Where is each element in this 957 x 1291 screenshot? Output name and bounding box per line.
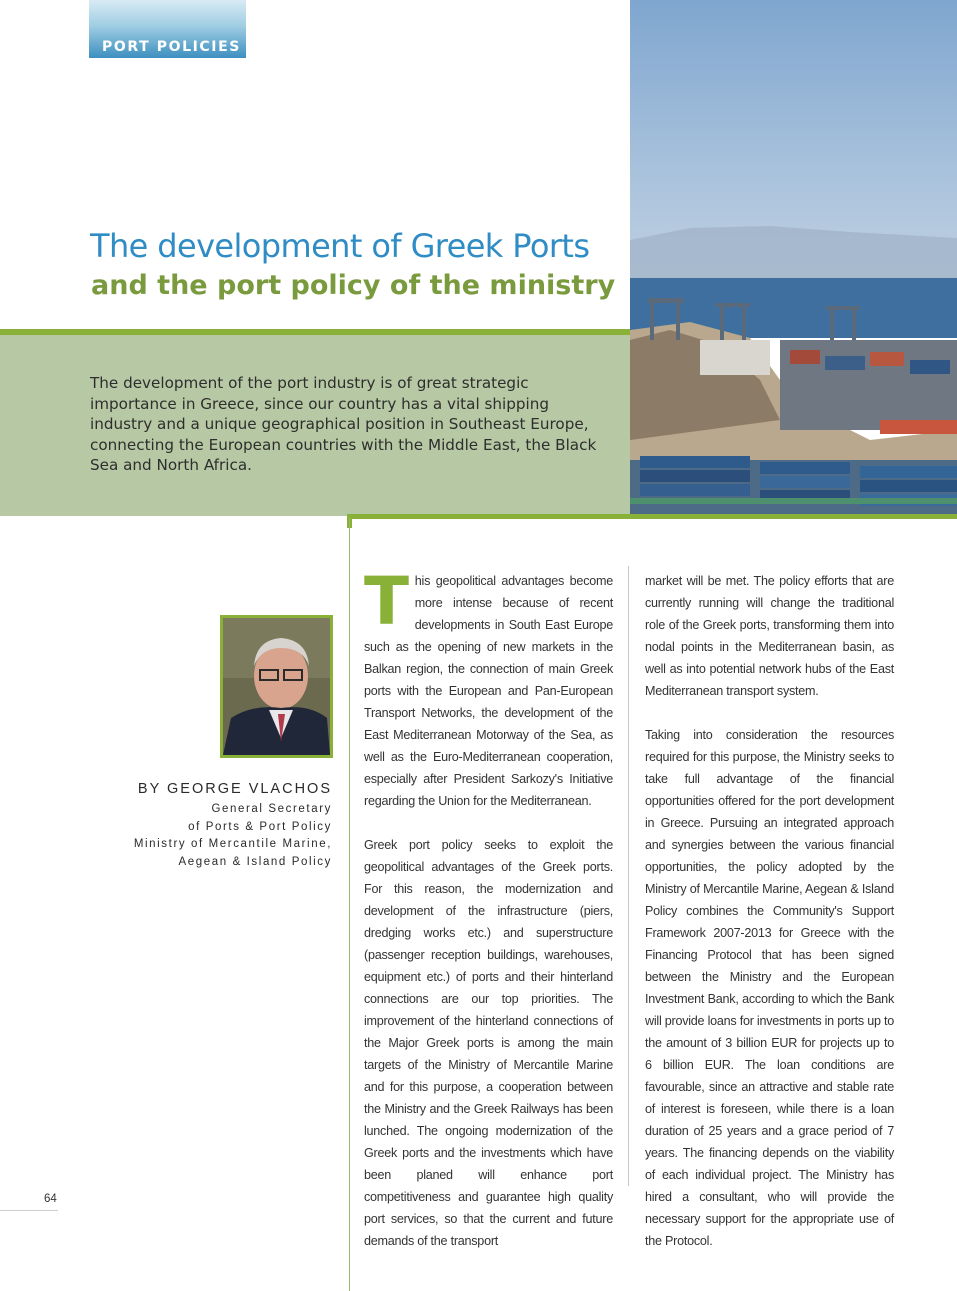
author-role-line-3: Ministry of Mercantile Marine, <box>133 838 332 850</box>
author-name: BY GEORGE VLACHOS <box>137 781 332 797</box>
body-column-2 <box>645 570 894 1274</box>
page-number: 64 <box>44 1193 57 1205</box>
body-paragraph-text: his geopolitical advantages become more intense because of recent developments in South East Europe such as the opening of new markets in the Balkan region, the connection of main Greek ports with the European and Pan-European Transport Networks, the development of the East Mediterranean Motorway of the Sea, as well as the Euro-Mediterranean cooperation, especially after President Sarkozy's Initiative regarding the Union for the Mediterranean. <box>364 574 613 808</box>
author-role-line-1: General Secretary <box>211 803 332 815</box>
title-line-1: The development of Greek Ports <box>90 227 590 265</box>
section-tag-label: PORT POLICIES <box>102 39 241 55</box>
body-paragraph <box>364 563 613 812</box>
body-paragraph: Taking into consideration the resources required for this purpose, the Ministry seeks to take full advantage of the financial opportunities offered for the port development in Greece. Pursuing an integrated approach and synergies between the various financial opportunities, the policy adopted by the Ministry of Mercantile Marine, Aegean & Island Policy combines the Community's Support Framework 2007-2013 for Greece with the Financing Protocol that has been signed between the Ministry and the European Investment Bank, according to which the Bank will provide loans for investments in ports up to the amount of 3 billion EUR for projects up to 6 billion EUR. The loan conditions are favourable, since an attractive and stable rate of interest is foreseen, while there is a loan duration of 25 years and a grace period of 7 years. The financing depends on the viability of each individual project. The Ministry has hired a consultant, who will provide the necessary support for the appropriate use of the Protocol. <box>645 728 894 1248</box>
section-tag <box>89 0 246 58</box>
body-paragraph: market will be met. The policy efforts that are currently running will change the traditional role of the Greek ports, transforming them into nodal points in the Mediterranean basin, as well as into potential network hubs of the East Mediterranean transport system. <box>645 574 894 698</box>
page-number-rule <box>0 1210 58 1211</box>
column-left-rule <box>349 518 350 1291</box>
column-divider <box>628 566 629 1186</box>
intro-band-top-rule <box>0 329 630 335</box>
body-paragraph: Greek port policy seeks to exploit the geopolitical advantages of the Greek ports. For this reason, the modernization and development of the infrastructure (piers, dredging works etc.) and superstructure (passenger reception buildings, warehouses, equipment etc.) of ports and their hinterland connections are our top priorities. The improvement of the hinterland connections of the Major Greek ports is among the main targets of the Ministry of Mercantile Marine and for this purpose, a cooperation between the Ministry and the Greek Railways has been lunched. The ongoing modernization of the Greek ports and the investments which have been planed will enhance port competitiveness and guarantee high quality port services, so that the current and future demands of the transport <box>364 838 613 1248</box>
column-top-rule <box>349 514 957 519</box>
author-byline <box>134 781 332 871</box>
intro-text: The development of the port industry is of great strategic importance in Greece, since our country has a vital shipping industry and a unique geographical position in Southeast Europe, connecting the European countries with the Middle East, the Black Sea and North Africa. <box>90 374 597 475</box>
title-line-2: and the port policy of the ministry <box>91 270 616 301</box>
author-role-line-2: of Ports & Port Policy <box>188 820 332 833</box>
author-portrait <box>220 615 333 758</box>
body-column-1 <box>364 563 613 1274</box>
author-role-line-4: Aegean & Island Policy <box>178 855 332 868</box>
port-photo <box>630 0 957 514</box>
drop-cap: T <box>364 563 409 640</box>
